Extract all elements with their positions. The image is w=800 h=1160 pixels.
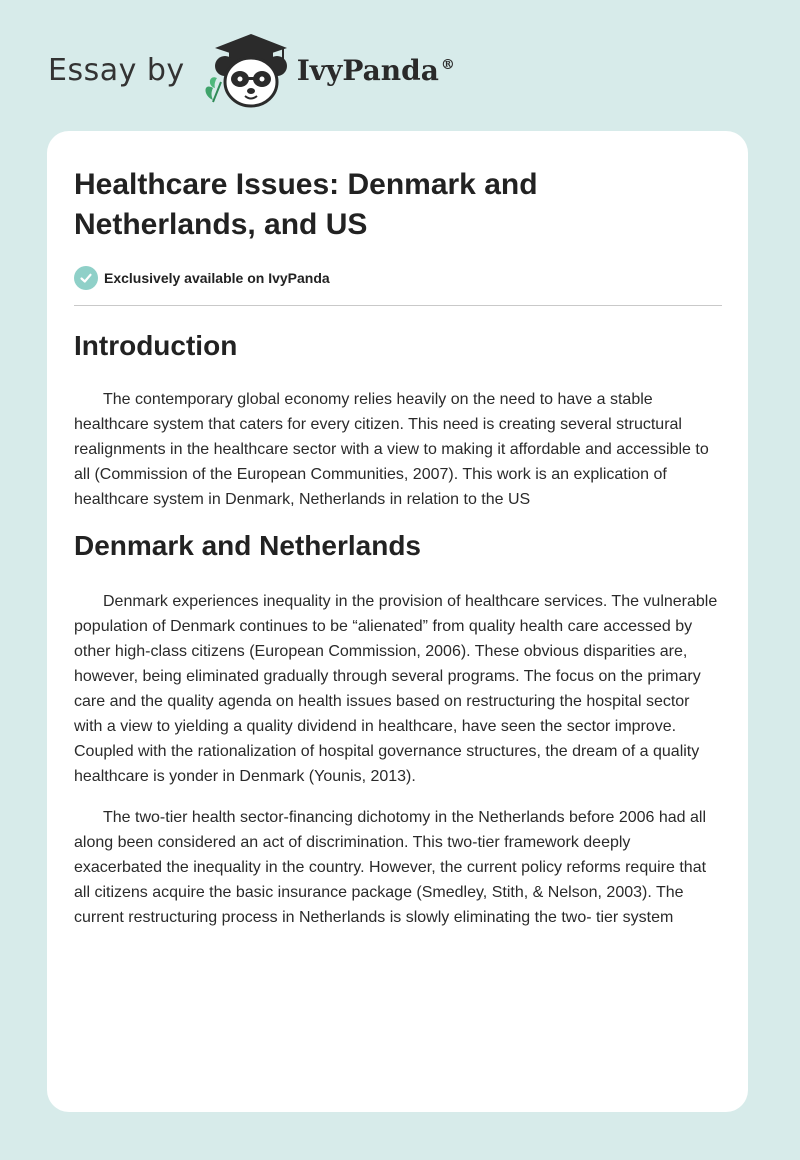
registered-mark: ®	[440, 57, 455, 74]
site-header	[48, 30, 455, 110]
title-line-2: Netherlands, and US	[74, 208, 368, 241]
brand-text: IvyPanda	[296, 53, 439, 87]
page-title	[74, 165, 722, 245]
paragraph: The contemporary global economy relies heavily on the need to have a stable healthcare system that caters for every citizen. This need is creating several structural realignments in the healthcare sector with a view to making it affordable and accessible to all (Commission of the European Communities, 2007). This work is an explication of healthcare system in Denmark, Netherlands in relation to the US	[74, 391, 709, 508]
essay-by-label: Essay by	[48, 52, 185, 88]
exclusive-label: Exclusively available on IvyPanda	[104, 270, 330, 286]
brand-name[interactable]	[297, 54, 455, 87]
title-line-1: Healthcare Issues: Denmark and	[74, 168, 538, 201]
exclusive-badge	[74, 263, 722, 293]
paragraph: Denmark experiences inequality in the provision of healthcare services. The vulnerable population of Denmark continues to be “alienated” from quality health care accessed by other high-class citizens (European Commission, 2006). These obvious disparities are, however, being eliminated gradually through several programs. The focus on the primary care and the quality agenda on health issues based on restructuring the hospital sector with a view to yielding a quality dividend in healthcare, have seen the sector improve. Coupled with the rationalization of hospital governance structures, the dream of a quality healthcare is yonder in Denmark (Younis, 2013).	[74, 593, 718, 785]
section-heading-denmark-netherlands: Denmark and Netherlands	[74, 530, 421, 561]
paragraph: The two-tier health sector-financing dichotomy in the Netherlands before 2006 had all along been considered an act of discrimination. This two-tier framework deeply exacerbated the inequality in the country. However, the current policy reforms require that all citizens acquire the basic insurance package (Smedley, Stith, & Nelson, 2003). The current restructuring process in Netherlands is slowly eliminating the two- tier system	[74, 809, 707, 926]
panda-graduate-icon[interactable]	[199, 30, 291, 110]
essay-card	[47, 131, 748, 1112]
divider	[74, 305, 722, 306]
check-circle-icon	[74, 266, 98, 290]
section-heading-introduction: Introduction	[74, 330, 238, 361]
